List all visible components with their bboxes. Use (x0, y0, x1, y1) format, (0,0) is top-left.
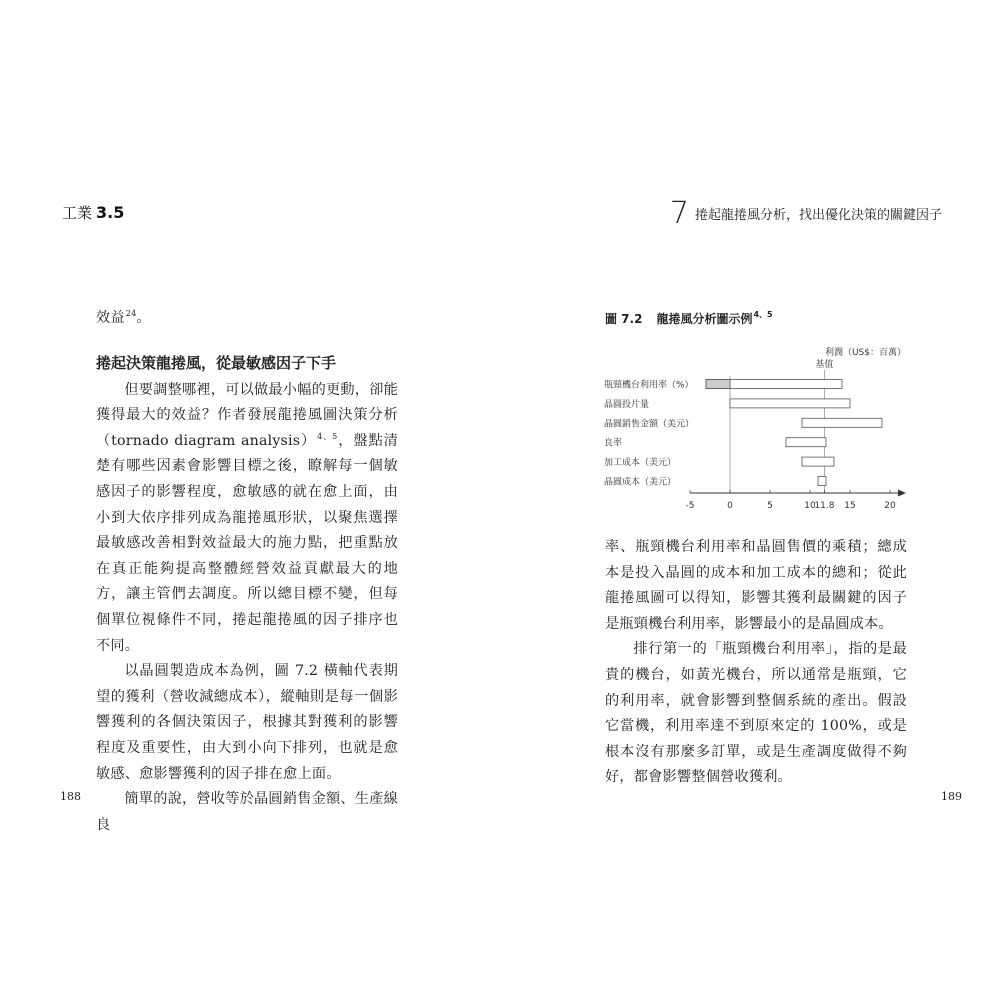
category-label: 瓶頸機台利用率（%） (604, 380, 694, 391)
paragraph-1: 但要調整哪裡，可以做最小幅的更動，卻能獲得最大的效益？作者發展龍捲風圖決策分析（tornado diagram analysis）$^{4、5}$，盤點清楚有哪些因素會影響目標之後，瞭解每一個敏感因子的影響程度，愈敏感的就在愈上面，由小到大依序排列成為龍捲風形狀，以聚焦選擇最敏感改善相對效益最大的施力點，把重點放在真正能夠提高整體經營效益貢獻最大的地方，讓主管們去調度。所以總目標不變，但每個單位視條件不同，捲起龍捲風的因子排序也不同。 (96, 381, 398, 654)
page-number-right: 189 (941, 790, 962, 803)
x-tick-label: 11.8 (814, 501, 835, 511)
category-label: 晶圓成本（美元） (604, 477, 677, 488)
x-tick-label: 0 (727, 501, 733, 511)
category-label: 良率 (604, 438, 623, 449)
paragraph-bottleneck: 排行第一的「瓶頸機台利用率」，指的是最貴的機台，如黃光機台，所以通常是瓶頸，它的利用率，就會影響到整個系統的產出。假設它當機，利用率達不到原來定的 100%，或是根本沒有那麼多訂單，或是生產調度做得不夠好，都會影響整個營收獲利。 (605, 641, 907, 786)
shaded-segment (706, 380, 730, 389)
section-heading: 捲起決策龍捲風，從最敏感因子下手 (96, 353, 337, 372)
category-label: 晶圓投片量 (604, 399, 650, 410)
left-page-column (96, 306, 398, 838)
baseline-label: 基值 (815, 360, 834, 370)
paragraph-continued: 率、瓶頸機台利用率和晶圓售價的乘積；總成本是投入晶圓的成本和加工成本的總和；從此龍捲風圖可以得知，影響其獲利最關鍵的因子是瓶頸機台利用率，影響最小的是晶圓成本。 (605, 539, 907, 632)
tornado-bar (786, 438, 826, 447)
book-series-label: 工業 (62, 204, 93, 222)
paragraph-3: 簡單的說，營收等於晶圓銷售金額、生產線良 (96, 791, 398, 833)
tornado-bar (802, 457, 834, 466)
x-tick-label: 10 (804, 501, 816, 511)
chapter-title: 捲起龍捲風分析，找出優化決策的關鍵因子 (694, 208, 942, 223)
category-label: 加工成本（美元） (604, 458, 677, 469)
book-series-number: 3.5 (96, 203, 125, 222)
unit-label: 利潤（US$：百萬） (824, 348, 906, 358)
x-tick-label: 20 (884, 501, 896, 511)
right-page-column (605, 535, 907, 791)
category-label: 晶圓銷售金額（美元） (604, 419, 695, 430)
page-number-left: 188 (60, 790, 81, 803)
running-header-right (670, 196, 942, 231)
x-tick-label: 5 (767, 501, 773, 511)
intro-paragraph: 效益$^{24}$。 (96, 309, 151, 326)
x-tick-label: -5 (685, 501, 695, 511)
figure-number: 圖 7.2 (605, 312, 643, 326)
footnote-ref: 24 (125, 309, 137, 318)
tornado-bar (730, 399, 850, 408)
figure-title: 龍捲風分析圖示例 (656, 312, 753, 326)
tornado-bar (818, 477, 826, 486)
paragraph-2: 以晶圓製造成本為例，圖 7.2 橫軸代表期望的獲利（營收減總成本），縱軸則是每一個影響獲利的各個決策因子，根據其對獲利的影響程度及重要性，由大到小向下排列，也就是愈敏感、愈影響獲利的因子排在愈上面。 (96, 663, 398, 782)
footnote-ref: 4、5 (753, 310, 773, 319)
x-tick-label: 15 (844, 501, 856, 511)
chapter-number: 7 (669, 196, 689, 231)
axis-arrow (898, 490, 906, 497)
tornado-bar (802, 418, 882, 427)
running-header-left (62, 202, 124, 223)
tornado-chart (600, 340, 920, 515)
footnote-ref: 4、5 (317, 431, 338, 441)
figure-caption (605, 310, 773, 327)
